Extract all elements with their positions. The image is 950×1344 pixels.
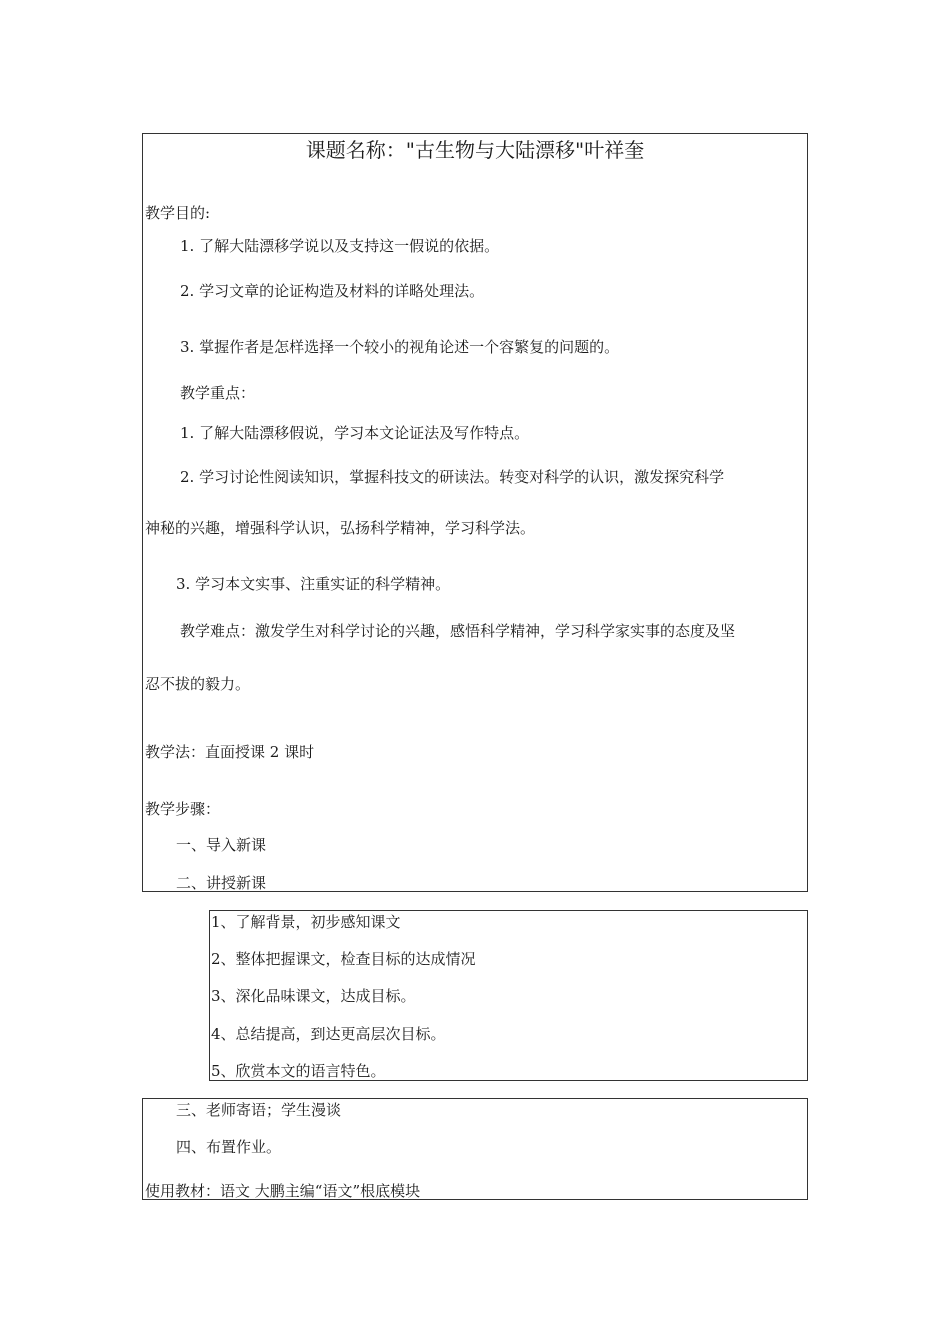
- key-point-item: 1. 了解大陆漂移假说，学习本文论证法及写作特点。: [180, 424, 530, 442]
- objective-item: 1. 了解大陆漂移学说以及支持这一假说的依据。: [180, 237, 500, 255]
- substep-item: 1、了解背景，初步感知课文: [211, 913, 401, 931]
- objectives-heading: 教学目的:: [145, 204, 211, 222]
- substep-item: 5、欣赏本文的语言特色。: [211, 1062, 386, 1080]
- objective-item: 2. 学习文章的论证构造及材料的详略处理法。: [180, 282, 485, 300]
- difficulty-text: 教学难点：激发学生对科学讨论的兴趣，感悟科学精神，学习科学家实事的态度及坚: [180, 622, 736, 640]
- key-points-heading: 教学重点：: [180, 384, 256, 402]
- substep-item: 4、总结提高，到达更高层次目标。: [211, 1025, 446, 1043]
- closing-step-item: 三、老师寄语；学生漫谈: [176, 1101, 342, 1119]
- key-point-item: 2. 学习讨论性阅读知识，掌握科技文的研读法。转变对科学的认识，激发探究科学: [180, 468, 725, 486]
- key-point-item-continued: 神秘的兴趣，增强科学认识，弘扬科学精神，学习科学法。: [145, 519, 536, 537]
- teaching-method: 教学法：直面授课 2 课时: [145, 743, 315, 761]
- step-item: 一、导入新课: [176, 836, 267, 854]
- key-point-item: 3. 学习本文实事、注重实证的科学精神。: [176, 575, 451, 593]
- objective-item: 3. 掌握作者是怎样选择一个较小的视角论述一个容繁复的问题的。: [180, 338, 620, 356]
- closing-step-item: 四、布置作业。: [176, 1138, 282, 1156]
- substep-item: 2、整体把握课文，检查目标的达成情况: [211, 950, 476, 968]
- substep-item: 3、深化品味课文，达成目标。: [211, 987, 416, 1005]
- steps-heading: 教学步骤：: [145, 800, 221, 818]
- step-item: 二、讲授新课: [176, 874, 267, 892]
- lesson-title: 课题名称："古生物与大陆漂移"叶祥奎: [305, 138, 645, 162]
- difficulty-text-continued: 忍不拔的毅力。: [145, 675, 251, 693]
- materials-line: 使用教材：语文 大鹏主编“语文”根底模块: [145, 1182, 421, 1200]
